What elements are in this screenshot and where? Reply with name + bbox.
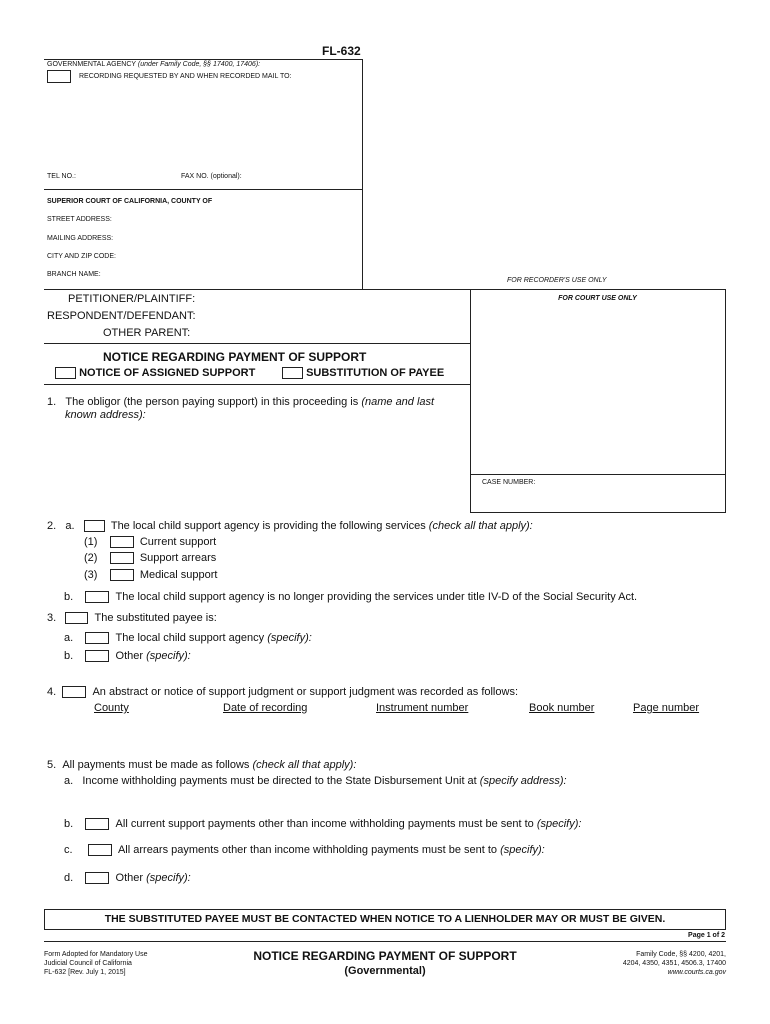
header-divider (44, 189, 362, 190)
assigned-support-option[interactable] (55, 367, 255, 379)
col-book: Book number (529, 702, 595, 714)
footer-left: Form Adopted for Mandatory Use Judicial Council of California FL-632 [Rev. July 1, 2015] (44, 951, 148, 976)
parties-top-line (44, 289, 725, 290)
item5b-checkbox[interactable] (85, 818, 109, 830)
item1: 1. The obligor (the person paying support) in this proceeding is (name and last known address): (47, 396, 435, 421)
item5-b: b. All current support payments other than income withholding payments must be sent to (specify): (64, 818, 582, 830)
mailing-label: MAILING ADDRESS: (47, 235, 114, 242)
footer-right: Family Code, §§ 4200, 4201, 4204, 4350, 4351, 4506.3, 17400 www.courts.ca.gov (622, 951, 726, 976)
recorders-use-label: FOR RECORDER'S USE ONLY (507, 277, 607, 284)
fax-label: FAX NO. (optional): (181, 173, 242, 180)
petitioner-label: PETITIONER/PLAINTIFF: (68, 293, 196, 305)
substitution-option[interactable] (282, 367, 444, 379)
court-label: SUPERIOR COURT OF CALIFORNIA, COUNTY OF (47, 198, 213, 205)
medical-support-checkbox[interactable] (110, 569, 134, 581)
case-number-label: CASE NUMBER: (482, 479, 536, 486)
lienholder-notice-text: THE SUBSTITUTED PAYEE MUST BE CONTACTED WHEN NOTICE TO A LIENHOLDER MAY OR MUST BE GIVEN. (104, 913, 666, 925)
lienholder-notice-box (44, 909, 726, 930)
header-right-line (362, 59, 363, 290)
city-label: CITY AND ZIP CODE: (47, 253, 116, 260)
street-label: STREET ADDRESS: (47, 216, 112, 223)
item2a-checkbox[interactable] (84, 520, 105, 532)
form-id: FL-632 (322, 44, 361, 58)
assigned-support-checkbox[interactable] (55, 367, 76, 379)
item3: 3. The substituted payee is: (47, 612, 217, 624)
item5d-checkbox[interactable] (85, 872, 109, 884)
form-title: NOTICE REGARDING PAYMENT OF SUPPORT (103, 350, 367, 364)
case-number-line (470, 474, 725, 475)
item4: 4. An abstract or notice of support judgment or support judgment was recorded as follows: (47, 686, 518, 698)
current-support-checkbox[interactable] (110, 536, 134, 548)
title-bottom-line (44, 384, 470, 385)
footer-title: NOTICE REGARDING PAYMENT OF SUPPORT (253, 949, 517, 963)
col-page: Page number (633, 702, 700, 714)
agency-label: GOVERNMENTAL AGENCY (under Family Code, §§ 17400, 17406): (47, 61, 261, 68)
substitution-checkbox[interactable] (282, 367, 303, 379)
footer-subtitle: (Governmental) (344, 965, 426, 977)
item5-a: a. Income withholding payments must be directed to the State Disbursement Unit at (specify address): (64, 775, 567, 787)
item2-b: b. The local child support agency is no longer providing the services under title IV-D of the Social Security Act. (64, 591, 638, 603)
agency-checkbox[interactable] (47, 70, 71, 83)
item3-checkbox[interactable] (65, 612, 88, 624)
respondent-label: RESPONDENT/DEFENDANT: (47, 310, 196, 322)
item3a-checkbox[interactable] (85, 632, 109, 644)
header-top-line (44, 59, 362, 60)
court-use-label: FOR COURT USE ONLY (558, 295, 637, 302)
item4-checkbox[interactable] (62, 686, 86, 698)
item3-b: b. Other (specify): (64, 650, 191, 662)
court-box-right (725, 289, 726, 513)
item2-a: 2. a. The local child support agency is providing the following services (check all that apply): (47, 520, 533, 532)
item5-d: d. Other (specify): (64, 872, 191, 884)
page-number: Page 1 of 2 (688, 932, 725, 939)
item3b-checkbox[interactable] (85, 650, 109, 662)
substitution-label: SUBSTITUTION OF PAYEE (306, 367, 445, 379)
branch-label: BRANCH NAME: (47, 271, 101, 278)
item2b-checkbox[interactable] (85, 591, 109, 603)
other-parent-label: OTHER PARENT: (103, 327, 191, 339)
item5-c: c. All arrears payments other than income withholding payments must be sent to (specify): (64, 844, 545, 856)
recording-requested: RECORDING REQUESTED BY AND WHEN RECORDED MAIL TO: (79, 73, 292, 80)
item2-sub1: (1) Current support (84, 536, 217, 548)
col-date: Date of recording (223, 702, 308, 714)
support-arrears-checkbox[interactable] (110, 552, 134, 564)
court-box-bottom (470, 512, 726, 513)
footer-line (44, 941, 726, 942)
item2-sub3: (3) Medical support (84, 569, 218, 581)
col-instrument: Instrument number (376, 702, 469, 714)
item5c-checkbox[interactable] (88, 844, 112, 856)
parties-bottom-line (44, 343, 470, 344)
item3-a: a. The local child support agency (specify): (64, 632, 312, 644)
col-county: County (94, 702, 129, 714)
item2-sub2: (2) Support arrears (84, 552, 217, 564)
item5: 5. All payments must be made as follows (check all that apply): (47, 759, 357, 771)
court-box-left (470, 289, 471, 513)
tel-label: TEL NO.: (47, 173, 76, 180)
assigned-support-label: NOTICE OF ASSIGNED SUPPORT (79, 367, 256, 379)
